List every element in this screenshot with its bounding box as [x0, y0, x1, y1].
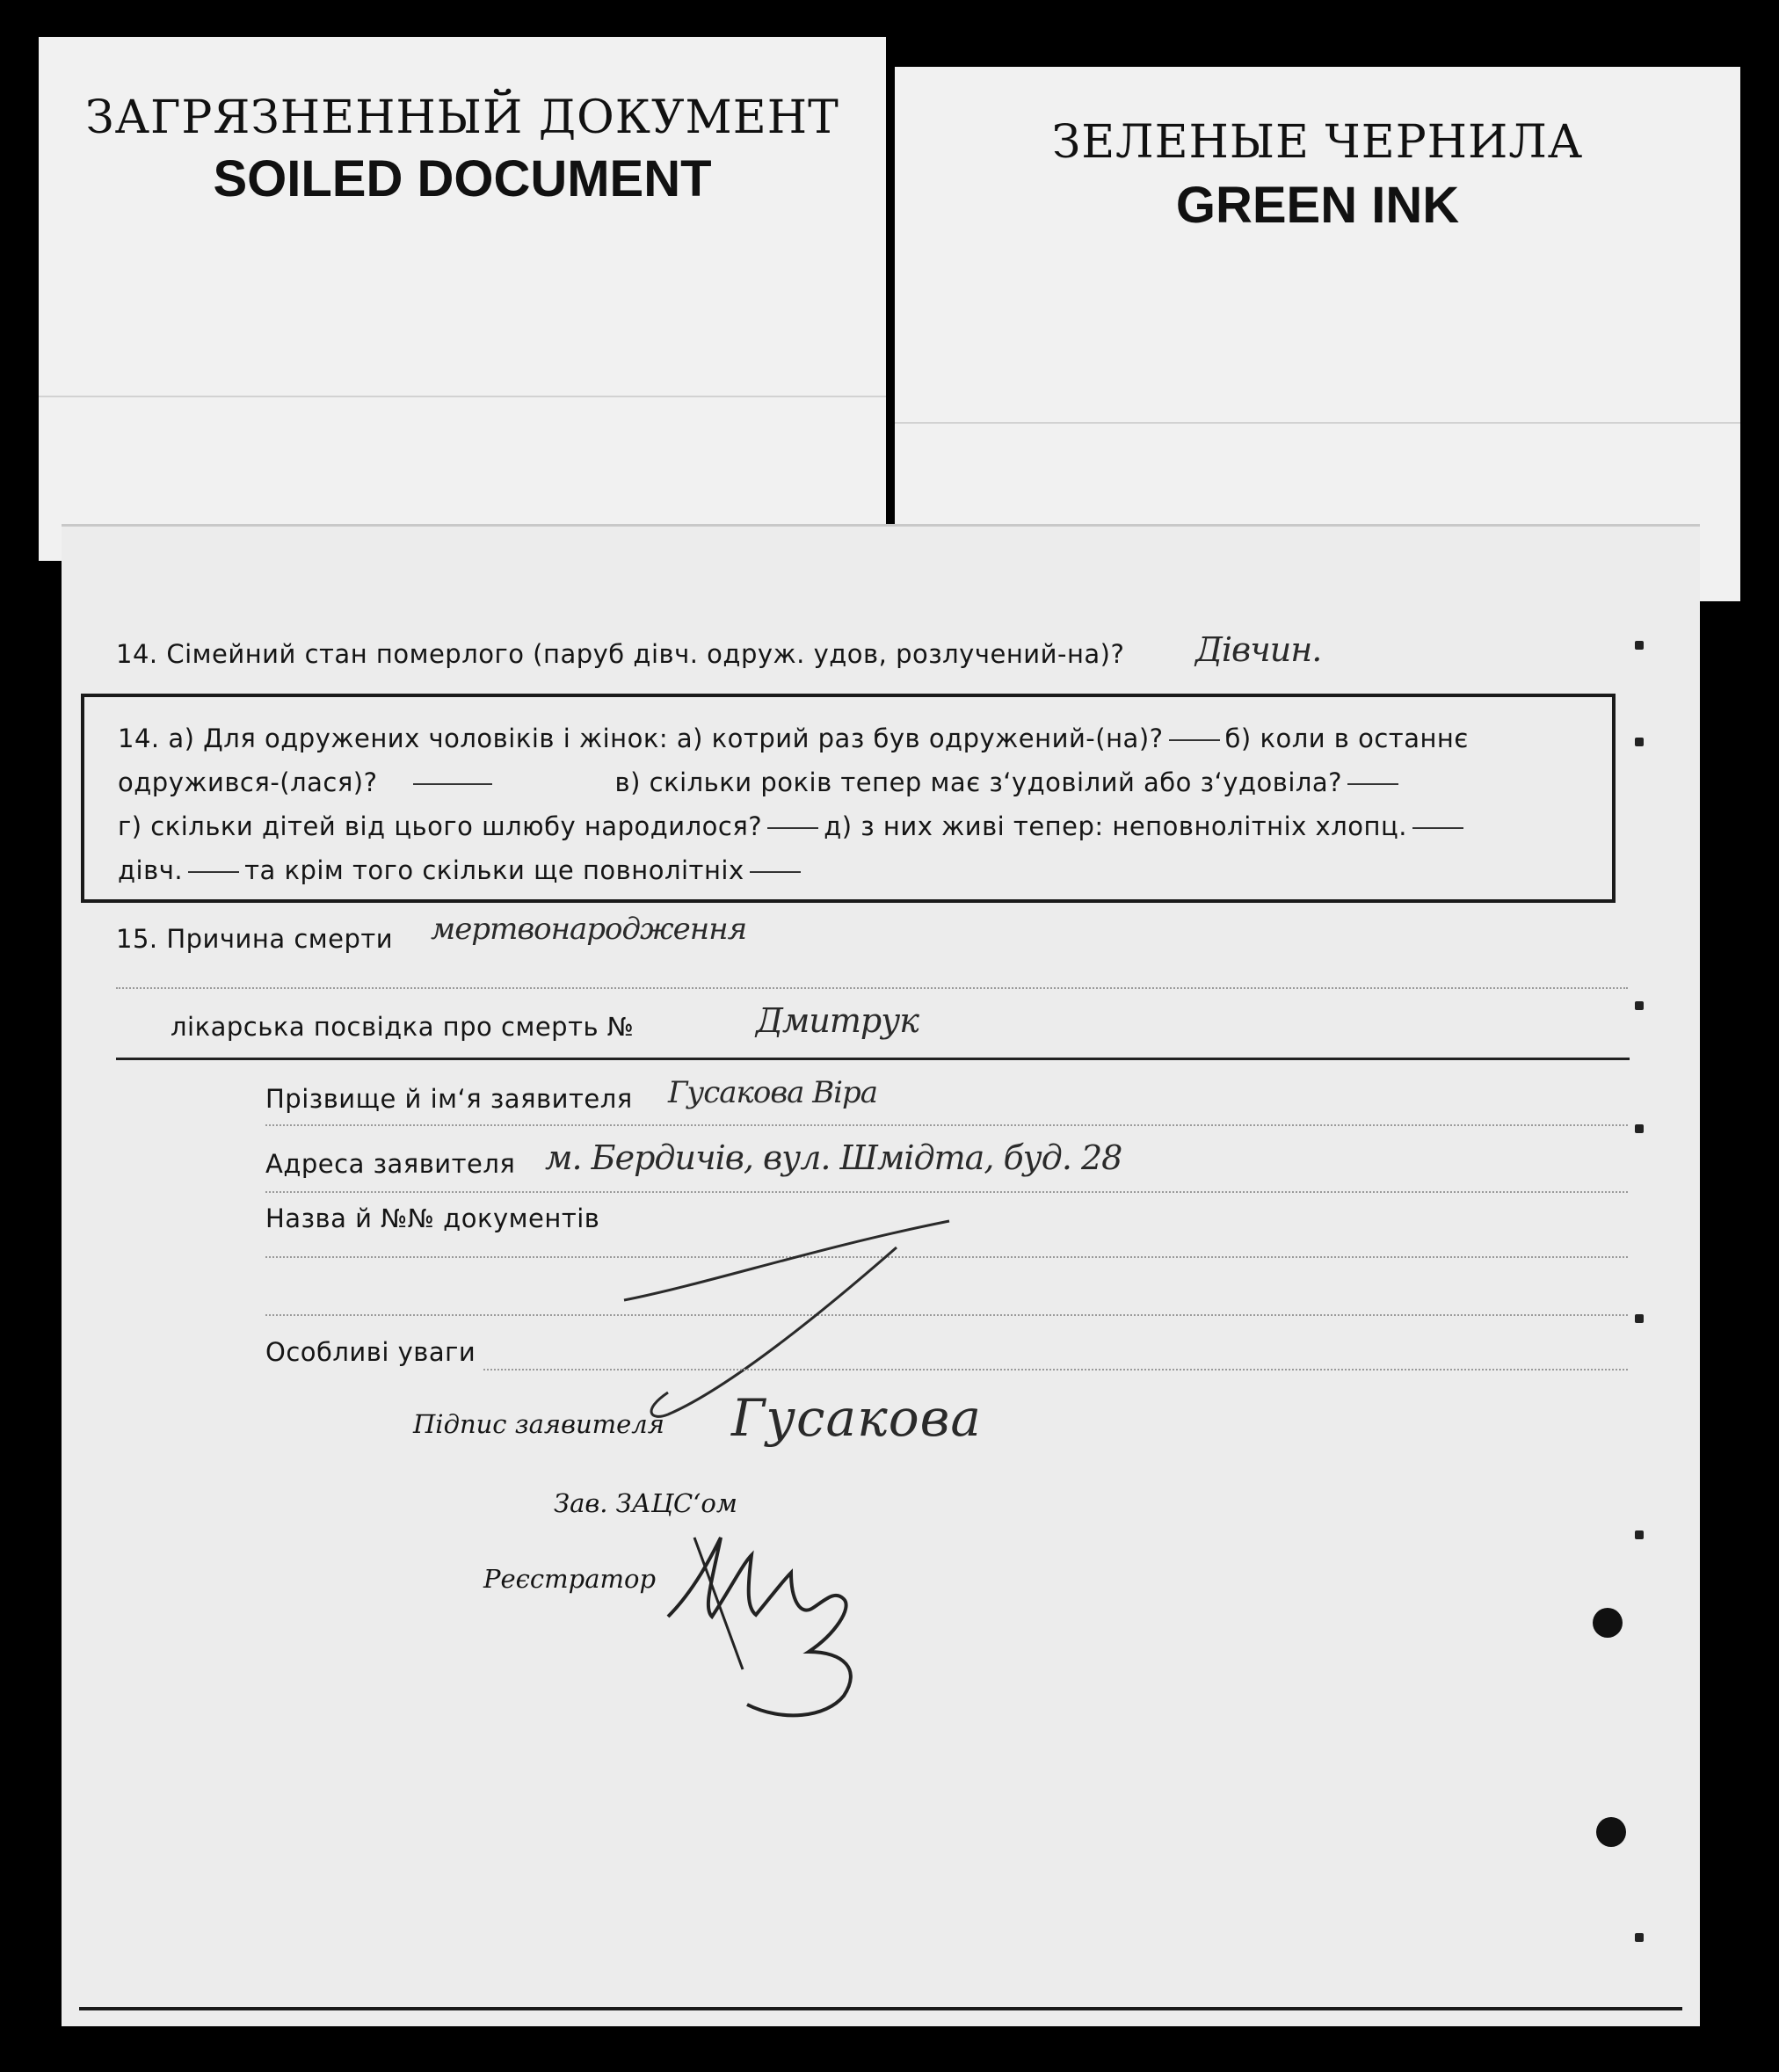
girls-label: дівч. — [118, 855, 184, 885]
special-notes-label: Особливі уваги — [265, 1337, 476, 1367]
registration-form-sheet — [62, 524, 1700, 2026]
cause-of-death-label: 15. Причина смерти — [116, 924, 394, 954]
blank-dotted-line — [116, 987, 1628, 989]
times-married-question: 14. а) Для одружених чоловіків і жінок: а) котрий раз був одружений-(на)? — [118, 723, 1164, 753]
green-ink-card — [895, 67, 1740, 601]
applicant-address-label: Адреса заявителя — [265, 1149, 516, 1179]
card-left-russian-text: ЗАГРЯЗНЕННЫЙ ДОКУМЕНТ — [85, 91, 839, 144]
blank-dotted-line — [483, 1369, 1628, 1370]
card-left-english-text: SOILED DOCUMENT — [213, 150, 712, 207]
card-fold-line — [895, 422, 1740, 424]
marital-status-label: 14. Сімейний стан померлого (паруб дівч. одруж. удов, розлучений-на)? — [116, 639, 1125, 669]
bottom-border-rule — [79, 2007, 1682, 2010]
adults-question: та крім того скільки ще повнолітніх — [244, 855, 744, 885]
card-right-english-text: GREEN INK — [1175, 177, 1460, 234]
blank-dash — [413, 783, 492, 785]
blank-dotted-line — [265, 1124, 1628, 1126]
children-born-question: г) скільки дітей від цього шлюбу народилося? — [118, 811, 763, 841]
living-minors-question: д) з них живі тепер: неповнолітніх хлопц. — [824, 811, 1407, 841]
married-persons-box — [81, 694, 1616, 903]
box-line1-text — [118, 723, 1469, 753]
blank-dash — [1169, 739, 1220, 741]
applicant-name-value: Гусакова Віра — [668, 1075, 878, 1110]
widowed-years-question: в) скільки років тепер має з‘удовілий або з‘удовіла? — [614, 767, 1343, 797]
box-line2-text — [118, 767, 1404, 797]
applicant-name-label: Прізвище й ім‘я заявителя — [265, 1084, 633, 1114]
blank-dash — [1347, 783, 1398, 785]
registrar-signature — [659, 1520, 888, 1748]
documents-label: Назва й №№ документів — [265, 1203, 600, 1233]
box-line4-text — [118, 855, 806, 885]
blank-dash — [188, 871, 239, 873]
last-married-question: б) коли в останнє — [1224, 723, 1469, 753]
cause-of-death-answer: мертвонародження — [431, 912, 747, 947]
edge-mark — [1635, 641, 1644, 650]
marital-status-answer: Дівчин. — [1195, 630, 1322, 669]
married-when-label: одружився-(лася)? — [118, 767, 378, 797]
soiled-document-card — [39, 37, 886, 561]
registry-head-label: Зав. ЗАЦС‘ом — [554, 1488, 737, 1518]
card-right-russian-text: ЗЕЛЕНЫЕ ЧЕРНИЛА — [1051, 116, 1584, 169]
blank-dash — [1412, 827, 1463, 829]
edge-mark — [1635, 1124, 1644, 1133]
edge-mark — [1635, 1530, 1644, 1539]
blank-dash — [750, 871, 801, 873]
applicant-signature: Гусакова — [731, 1388, 983, 1448]
edge-mark — [1635, 1933, 1644, 1942]
applicant-signature-label: Підпис заявителя — [413, 1409, 664, 1439]
binding-hole — [1596, 1817, 1626, 1847]
blank-dash — [767, 827, 818, 829]
edge-mark — [1635, 738, 1644, 746]
box-line3-text — [118, 811, 1469, 841]
medical-certificate-answer: Дмитрук — [756, 1001, 919, 1040]
section-divider — [116, 1058, 1630, 1060]
applicant-address-value: м. Бердичів, вул. Шмідта, буд. 28 — [545, 1138, 1122, 1177]
medical-certificate-label: лікарська посвідка про смерть № — [171, 1012, 635, 1042]
card-fold-line — [39, 396, 886, 397]
edge-mark — [1635, 1001, 1644, 1010]
binding-hole — [1593, 1608, 1623, 1638]
edge-mark — [1635, 1314, 1644, 1323]
registrar-label: Реєстратор — [483, 1564, 657, 1594]
blank-dotted-line — [265, 1191, 1628, 1193]
